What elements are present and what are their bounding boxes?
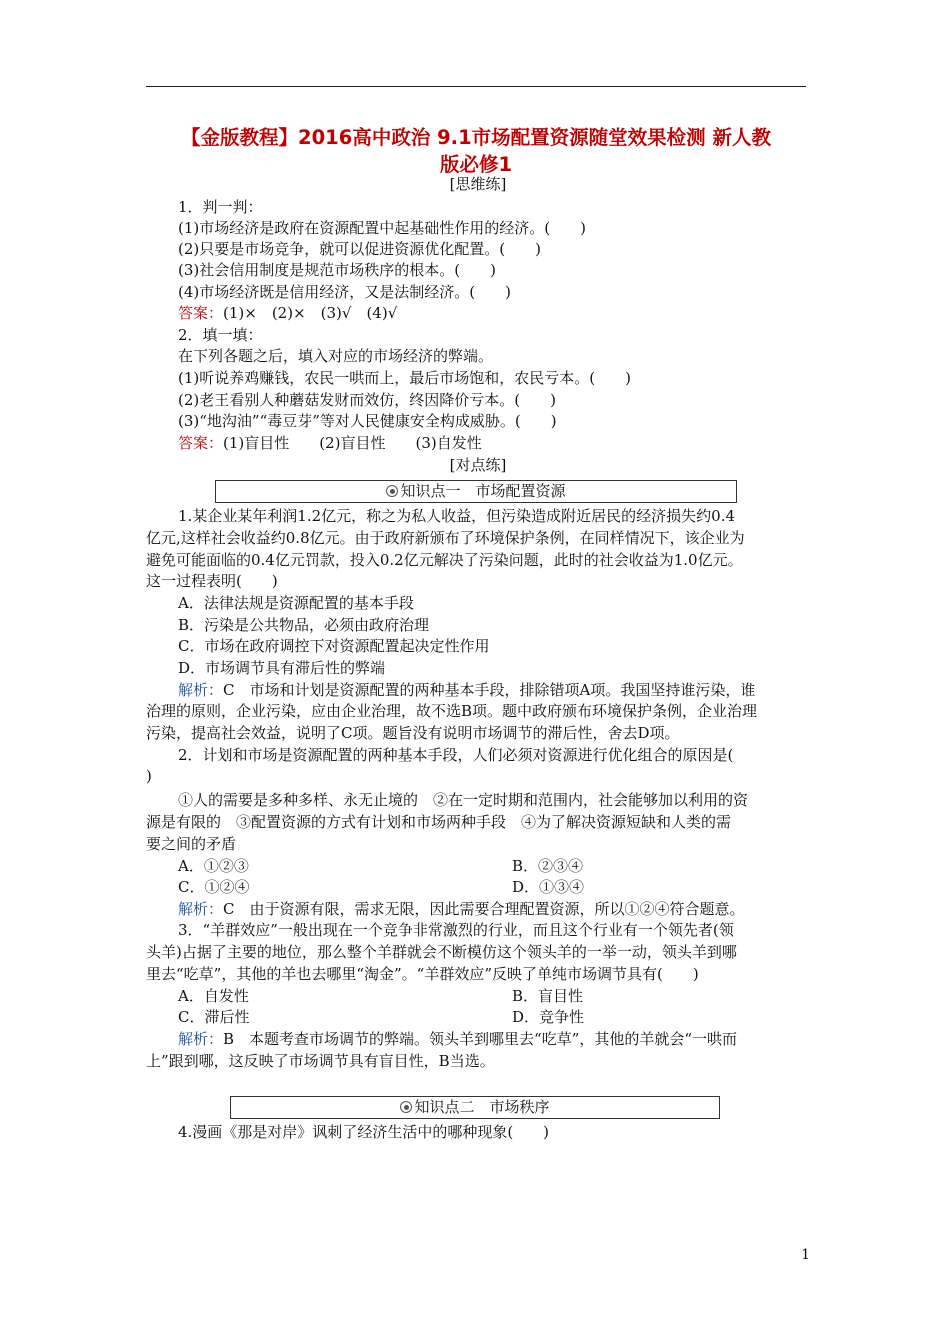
q1-line: 这一过程表明( ) [146, 572, 278, 590]
explanation-text: B 本题考查市场调节的弊端。领头羊到哪里去“吃草”，其他的羊就会“一哄而 [223, 1030, 738, 1048]
q2-line: 源是有限的 ③配置资源的方式有计划和市场两种手段 ④为了解决资源短缺和人类的需 [146, 813, 732, 831]
answer-label: 答案： [178, 434, 224, 452]
explanation-label: 解析： [178, 900, 224, 918]
knowledge-point-label: 知识点一 市场配置资源 [400, 482, 566, 500]
section-heading-thinking: [思维练] [449, 175, 507, 193]
q2-option: A．①②③ [178, 857, 249, 875]
q2-option: D．①③④ [512, 878, 585, 896]
explanation-label: 解析： [178, 681, 224, 699]
q4-line: 4.漫画《那是对岸》讽刺了经济生活中的哪种现象( ) [178, 1123, 550, 1141]
q1-option: D．市场调节具有滞后性的弊端 [178, 659, 386, 677]
answer-text: (1)盲目性 (2)盲目性 (3)自发性 [223, 434, 482, 452]
knowledge-point-label: 知识点二 市场秩序 [414, 1098, 550, 1116]
explanation-text: C 市场和计划是资源配置的两种基本手段，排除错项A项。我国坚持谁污染，谁 [223, 681, 756, 699]
judge-answer [178, 303, 842, 323]
answer-label: 答案： [178, 304, 224, 322]
judge-item: (3)社会信用制度是规范市场秩序的根本。( ) [178, 261, 496, 279]
section-heading-practice: [对点练] [449, 456, 507, 474]
judge-item: (2)只要是市场竞争，就可以促进资源优化配置。( ) [178, 240, 541, 258]
q1-line: 1.某企业某年利润1.2亿元，称之为私人收益，但污染造成附近居民的经济损失约0.4 [178, 507, 736, 525]
q2-line: 要之间的矛盾 [146, 835, 237, 853]
header-rule [146, 86, 806, 87]
q1-option: A．法律法规是资源配置的基本手段 [178, 594, 414, 612]
q2-explanation [178, 899, 842, 919]
fill-item: (3)“地沟油”“毒豆芽”等对人民健康安全构成威胁。( ) [178, 412, 557, 430]
q2-option: B．②③④ [512, 857, 584, 875]
q3-explanation-line: 上”跟到哪，这反映了市场调节具有盲目性，B当选。 [146, 1052, 495, 1070]
target-bullet-icon [400, 1101, 412, 1113]
q1-explanation-line: 治理的原则，企业污染，应由企业治理，故不选B项。题中政府颁布环境保护条例，企业治理 [146, 702, 758, 720]
fill-item: (2)老王看别人种蘑菇发财而效仿，终因降价亏本。( ) [178, 391, 556, 409]
q3-option: A．自发性 [178, 987, 249, 1005]
q3-option: B．盲目性 [512, 987, 584, 1005]
judge-item: (4)市场经济既是信用经济，又是法制经济。( ) [178, 283, 511, 301]
q2-option-row [178, 877, 842, 897]
answer-text: (1)× (2)× (3)√ (4)√ [223, 304, 398, 322]
q2-option-row [178, 856, 842, 876]
q3-line: 头羊)占据了主要的地位，那么整个羊群就会不断模仿这个领头羊的一举一动，领头羊到哪 [146, 943, 737, 961]
fill-answer [178, 433, 842, 453]
q1-line: 亿元,这样社会收益约0.8亿元。由于政府新颁布了环境保护条例，在同样情况下，该企业为 [146, 529, 745, 547]
q1-explanation [178, 680, 842, 700]
q3-option: C．滞后性 [178, 1008, 250, 1026]
title-line-2: 版必修1 [439, 153, 513, 176]
judge-heading: 1．判一判： [178, 198, 263, 216]
explanation-label: 解析： [178, 1030, 224, 1048]
target-bullet-icon [386, 485, 398, 497]
title-line-1: 【金版教程】2016高中政治 9.1市场配置资源随堂效果检测 新人教 [181, 126, 771, 149]
q2-option: C．①②④ [178, 878, 250, 896]
q1-explanation-line: 污染，提高社会效益，说明了C项。题旨没有说明市场调节的滞后性，舍去D项。 [146, 724, 680, 742]
judge-item: (1)市场经济是政府在资源配置中起基础性作用的经济。( ) [178, 219, 586, 237]
document-title [146, 124, 806, 178]
knowledge-point-box-2 [230, 1096, 720, 1119]
q2-line: ) [146, 767, 152, 785]
knowledge-point-box-1 [215, 480, 737, 503]
q3-option: D．竞争性 [512, 1008, 585, 1026]
page-number: 1 [801, 1247, 810, 1263]
q3-explanation [178, 1029, 842, 1049]
q2-line: 2．计划和市场是资源配置的两种基本手段，人们必须对资源进行优化组合的原因是( [178, 746, 734, 764]
q3-line: 里去“吃草”，其他的羊也去哪里“淘金”。“羊群效应”反映了单纯市场调节具有( ) [146, 965, 699, 983]
fill-intro: 在下列各题之后，填入对应的市场经济的弊端。 [178, 347, 494, 365]
q2-line: ①人的需要是多种多样、永无止境的 ②在一定时期和范围内，社会能够加以利用的资 [178, 791, 749, 809]
q1-option: C．市场在政府调控下对资源配置起决定性作用 [178, 637, 490, 655]
q3-option-row [178, 986, 842, 1006]
q1-line: 避免可能面临的0.4亿元罚款，投入0.2亿元解决了污染问题，此时的社会收益为1.0亿元。 [146, 551, 743, 569]
explanation-text: C 由于资源有限，需求无限，因此需要合理配置资源，所以①②④符合题意。 [223, 900, 745, 918]
fill-heading: 2．填一填： [178, 326, 263, 344]
q3-option-row [178, 1007, 842, 1027]
q1-option: B．污染是公共物品，必须由政府治理 [178, 616, 430, 634]
fill-item: (1)听说养鸡赚钱，农民一哄而上，最后市场饱和，农民亏本。( ) [178, 369, 631, 387]
q3-line: 3．“羊群效应”一般出现在一个竞争非常激烈的行业，而且这个行业有一个领先者(领 [178, 921, 734, 939]
